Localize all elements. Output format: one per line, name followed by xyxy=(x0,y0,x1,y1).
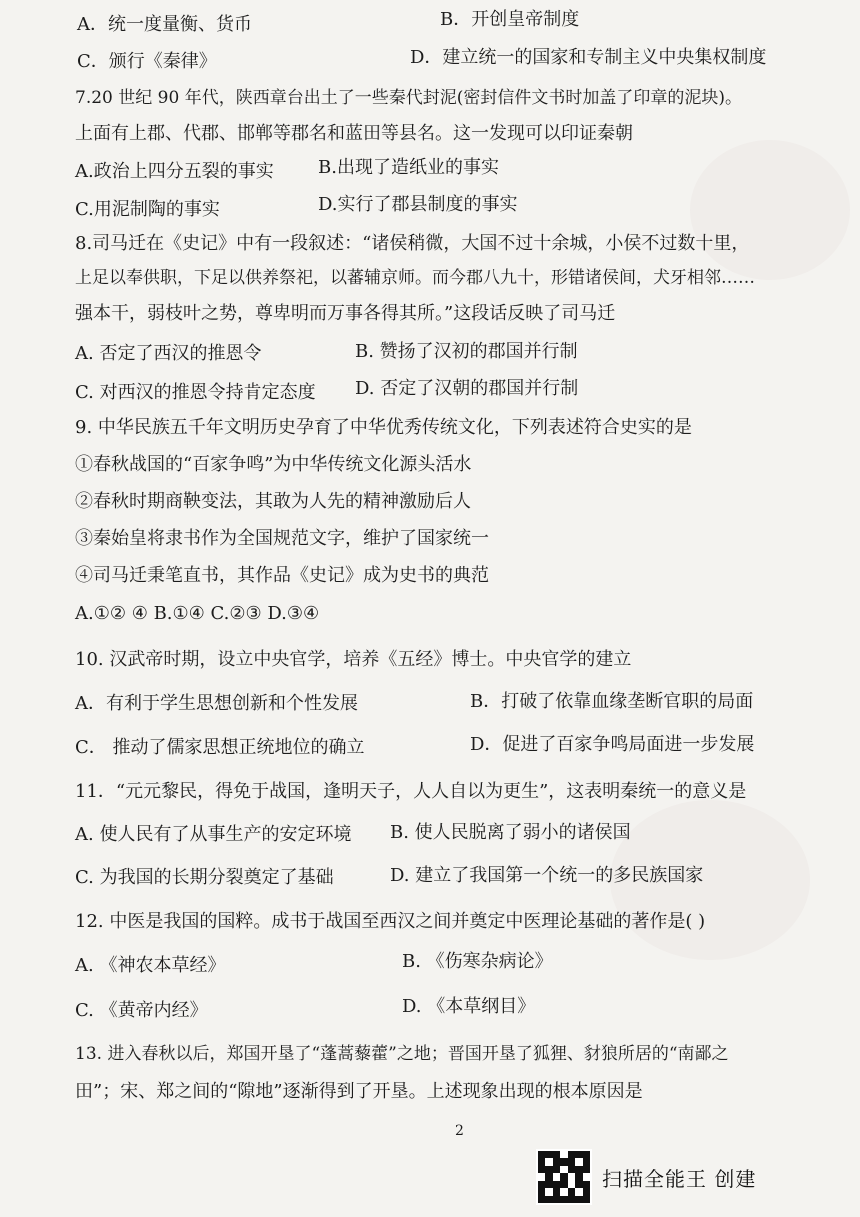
scanner-watermark xyxy=(536,1149,756,1205)
q8-stem-line3: 强本干，弱枝叶之势，尊卑明而万事各得其所。”这段话反映了司马迁 xyxy=(75,303,616,324)
q12-stem: 12. 中医是我国的国粹。成书于战国至西汉之间并奠定中医理论基础的著作是( ) xyxy=(75,911,706,932)
q9-statement-4: ④司马迁秉笔直书，其作品《史记》成为史书的典范 xyxy=(75,565,489,586)
q10-stem: 10. 汉武帝时期，设立中央官学，培养《五经》博士。中央官学的建立 xyxy=(75,649,632,670)
q11-option-a: A. 使人民有了从事生产的安定环境 xyxy=(75,824,352,845)
q8-option-c: C. 对西汉的推恩令持肯定态度 xyxy=(75,382,316,403)
q7-option-b: B.出现了造纸业的事实 xyxy=(318,157,499,178)
paper-stain xyxy=(690,140,850,280)
page-number: 2 xyxy=(455,1123,464,1139)
q10-option-b: B．打破了依靠血缘垄断官职的局面 xyxy=(470,691,754,712)
q11-option-d: D. 建立了我国第一个统一的多民族国家 xyxy=(390,865,704,886)
q11-option-b: B. 使人民脱离了弱小的诸侯国 xyxy=(390,822,631,843)
q6-option-d: D．建立统一的国家和专制主义中央集权制度 xyxy=(410,47,767,68)
q10-option-c: C． 推动了儒家思想正统地位的确立 xyxy=(75,737,365,758)
qr-code-icon xyxy=(536,1149,592,1205)
q11-stem: 11．“元元黎民，得免于战国，逢明天子，人人自以为更生”，这表明秦统一的意义是 xyxy=(75,781,747,802)
q10-option-a: A．有利于学生思想创新和个性发展 xyxy=(75,693,358,714)
q8-stem-line2: 上足以奉供职，下足以供养祭祀，以蕃辅京师。而今郡八九十，形错诸侯间，犬牙相邻…… xyxy=(75,268,755,288)
q7-stem-line1: 7.20 世纪 90 年代，陕西章台出土了一些秦代封泥(密封信件文书时加盖了印章的泥块)。 xyxy=(75,88,742,108)
q7-option-d: D.实行了郡县制度的事实 xyxy=(318,194,518,215)
q7-stem-line2: 上面有上郡、代郡、邯郸等郡名和蓝田等县名。这一发现可以印证秦朝 xyxy=(75,123,633,144)
q13-stem-line1: 13. 进入春秋以后，郑国开垦了“蓬蒿藜藿”之地；晋国开垦了狐狸、豺狼所居的“南鄙之 xyxy=(75,1044,729,1064)
q8-stem-line1: 8.司马迁在《史记》中有一段叙述：“诸侯稍微，大国不过十余城，小侯不过数十里， xyxy=(75,233,750,254)
q8-option-b: B. 赞扬了汉初的郡国并行制 xyxy=(355,341,578,362)
q12-option-d: D. 《本草纲目》 xyxy=(402,996,536,1017)
q13-stem-line2: 田”；宋、郑之间的“隙地”逐渐得到了开垦。上述现象出现的根本原因是 xyxy=(75,1081,643,1102)
q8-option-a: A. 否定了西汉的推恩令 xyxy=(75,343,262,364)
q10-option-d: D．促进了百家争鸣局面进一步发展 xyxy=(470,734,755,755)
q6-option-c: C．颁行《秦律》 xyxy=(77,51,217,72)
q12-option-c: C. 《黄帝内经》 xyxy=(75,1000,208,1021)
q8-option-d: D. 否定了汉朝的郡国并行制 xyxy=(355,378,579,399)
q12-option-a: A. 《神农本草经》 xyxy=(75,955,226,976)
q9-statement-1: ①春秋战国的“百家争鸣”为中华传统文化源头活水 xyxy=(75,454,472,475)
q12-option-b: B. 《伤寒杂病论》 xyxy=(402,951,553,972)
q9-options: A.①② ④ B.①④ C.②③ D.③④ xyxy=(75,603,320,624)
q7-option-c: C.用泥制陶的事实 xyxy=(75,199,220,220)
q9-stem: 9. 中华民族五千年文明历史孕育了中华优秀传统文化，下列表述符合史实的是 xyxy=(75,417,692,438)
q9-statement-3: ③秦始皇将隶书作为全国规范文字，维护了国家统一 xyxy=(75,528,489,549)
scanner-label: 扫描全能王 创建 xyxy=(602,1166,757,1191)
q6-option-b: B．开创皇帝制度 xyxy=(440,9,580,30)
q11-option-c: C. 为我国的长期分裂奠定了基础 xyxy=(75,867,334,888)
q6-option-a: A．统一度量衡、货币 xyxy=(77,14,252,35)
q7-option-a: A.政治上四分五裂的事实 xyxy=(75,161,274,182)
q9-statement-2: ②春秋时期商鞅变法，其敢为人先的精神激励后人 xyxy=(75,491,471,512)
